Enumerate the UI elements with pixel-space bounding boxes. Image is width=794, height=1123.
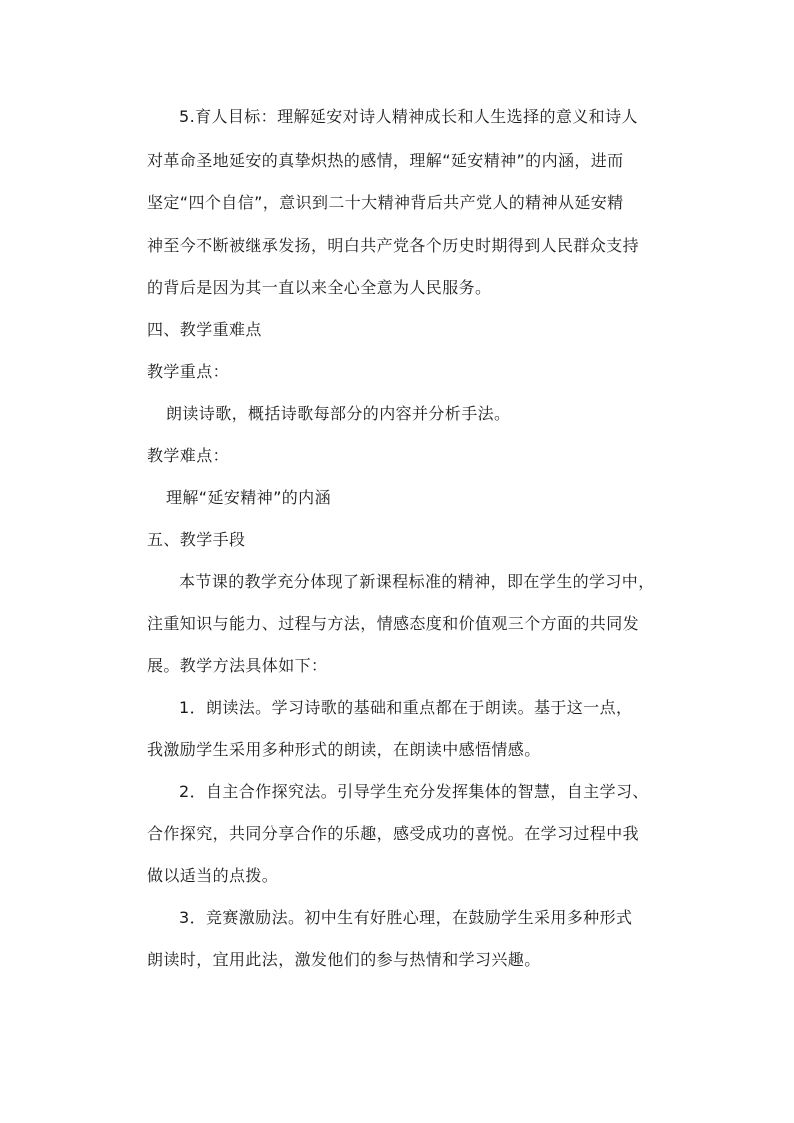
text-line: 朗读时，宜用此法，激发他们的参与热情和学习兴趣。	[147, 950, 541, 969]
text-line: 理解“延安精神”的内涵	[166, 488, 331, 507]
text-line: 本节课的教学充分体现了新课程标准的精神，即在学生的学习中，	[179, 572, 655, 591]
text-line: 我激励学生采用多种形式的朗读，在朗读中感悟情感。	[147, 740, 541, 759]
subheading-key-points: 教学重点：	[147, 362, 230, 381]
text-line: 的背后是因为其一直以来全心全意为人民服务。	[147, 278, 492, 297]
text-line: 坚定“四个自信”，意识到二十大精神背后共产党人的精神从延安精	[147, 193, 624, 212]
method-item-3: 3．竞赛激励法。初中生有好胜心理，在鼓励学生采用多种形式	[179, 908, 633, 927]
text-line: 做以适当的点拨。	[147, 866, 279, 885]
text-line: 合作探究，共同分享合作的乐趣，感受成功的喜悦。在学习过程中我	[147, 824, 640, 843]
method-item-1: 1．朗读法。学习诗歌的基础和重点都在于朗读。基于这一点，	[179, 698, 633, 717]
text-line: 神至今不断被继承发扬，明白共产党各个历史时期得到人民群众支持	[147, 236, 640, 255]
text-line: 对革命圣地延安的真挚炽热的感情，理解“延安精神”的内涵，进而	[147, 151, 624, 170]
text-line: 注重知识与能力、过程与方法，情感态度和价值观三个方面的共同发	[147, 614, 640, 633]
section-heading-4: 四、教学重难点	[147, 320, 262, 339]
section-heading-5: 五、教学手段	[147, 530, 246, 549]
method-item-2: 2．自主合作探究法。引导学生充分发挥集体的智慧，自主学习、	[179, 782, 649, 801]
text-line: 展。教学方法具体如下：	[147, 656, 328, 675]
text-line: 朗读诗歌，概括诗歌每部分的内容并分析手法。	[166, 404, 511, 423]
text-line-goal-5: 5.育人目标：理解延安对诗人精神成长和人生选择的意义和诗人	[179, 107, 638, 126]
subheading-difficulties: 教学难点：	[147, 446, 230, 465]
